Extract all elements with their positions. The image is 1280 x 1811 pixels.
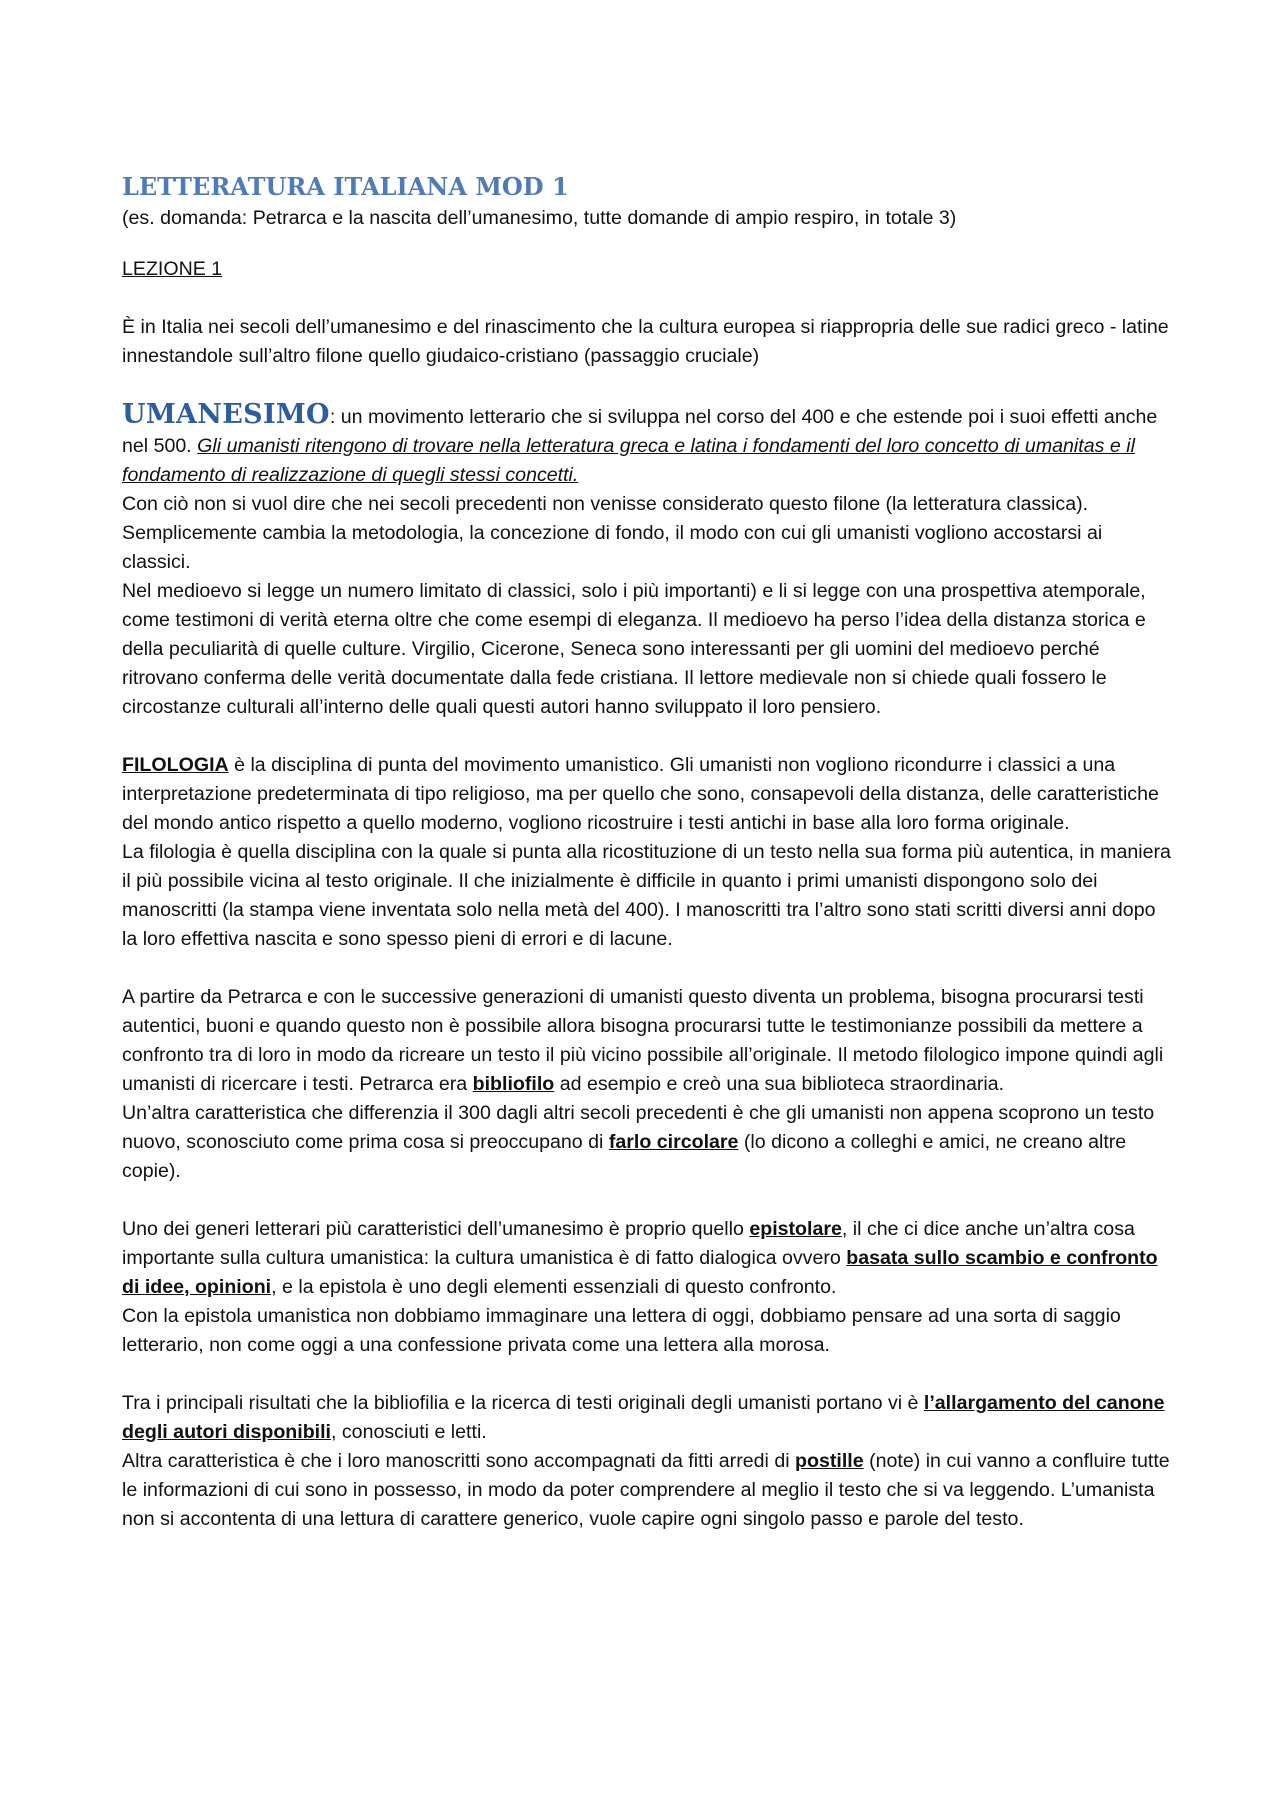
epistola-text-2: , il che ci dice anche un’altra cosa importante sulla cultura umanistica: la cultura umanistica è di fatto dialogica ovvero — [122, 1218, 1135, 1269]
bibliofilo-term: bibliofilo — [472, 1073, 555, 1095]
epistola-paragraph — [122, 1215, 1172, 1302]
epistola-text-1: Uno dei generi letterari più caratteristici dell’umanesimo è proprio quello — [122, 1218, 750, 1240]
farlo-circolare-term: farlo circolare — [608, 1131, 739, 1153]
filologia-term: FILOLOGIA — [122, 754, 229, 776]
umanesimo-term: UMANESIMO — [122, 399, 330, 430]
document-subtitle: (es. domanda: Petrarca e la nascita dell’umanesimo, tutte domande di ampio respiro, in totale 3) — [122, 207, 957, 229]
petrarca-paragraph — [122, 983, 1172, 1099]
document-title: LETTERATURA ITALIANA MOD 1 — [122, 172, 569, 201]
petrarca-text-2: ad esempio e creò una sua biblioteca straordinaria. — [554, 1073, 1005, 1095]
circolazione-paragraph — [122, 1099, 1172, 1186]
epistola-paragraph-2: Con la epistola umanistica non dobbiamo immaginare una lettera di oggi, dobbiamo pensare ad una sorta di saggio letterario, non come oggi a una confessione privata come una lettera alla morosa. — [122, 1305, 1121, 1356]
filologia-lead: è la disciplina di punta del movimento umanistico. Gli umanisti non vogliono ricondurre i classici a una interpretazione predeterminata di tipo religioso, ma per quello che sono, consapevoli della distanza, delle caratteristiche del mondo antico rispetto a quello moderno, vogliono ricostruire i testi antichi in base alla loro forma originale. — [122, 754, 1159, 834]
umanesimo-paragraph — [122, 400, 1172, 490]
intro-paragraph: È in Italia nei secoli dell’umanesimo e del rinascimento che la cultura europea si riappropria delle sue radici greco - latine innestandole sull’altro filone quello giudaico-cristiano (passaggio cruciale) — [122, 316, 1169, 367]
umanesimo-emphasis: Gli umanisti ritengono di trovare nella letteratura greca e latina i fondamenti del loro concetto di umanitas e il fondamento di realizzazione di quegli stessi concetti. — [122, 435, 1135, 486]
epistola-text-3: , e la epistola è uno degli elementi essenziali di questo confronto. — [271, 1276, 837, 1298]
umanesimo-paragraph-3: Nel medioevo si legge un numero limitato di classici, solo i più importanti) e li si legge con una prospettiva atemporale, come testimoni di verità eterna oltre che come esempi di eleganza. Il medioevo ha perso l’idea della distanza storica e della peculiarità di quelle culture. Virgilio, Cicerone, Seneca sono interessanti per gli uomini del medioevo perché ritrovano conferma delle verità documentate dalla fede cristiana. Il lettore medievale non si chiede quali fossero le circostanze culturali all’interno delle quali questi autori hanno sviluppato il loro pensiero. — [122, 580, 1146, 718]
petrarca-text-1: A partire da Petrarca e con le successive generazioni di umanisti questo diventa un problema, bisogna procurarsi testi autentici, buoni e quando questo non è possibile allora bisogna procurarsi tutte le testimonianze possibili da mettere a confronto tra di loro in modo da ricreare un testo il più vicino possibile all’originale. Il metodo filologico impone quindi agli umanisti di ricercare i testi. Petrarca era — [122, 986, 1164, 1095]
circolazione-text-2: (lo dicono a colleghi e amici, ne creano altre copie). — [122, 1131, 1127, 1182]
document-body — [122, 172, 1172, 1534]
scambio-term: basata sullo scambio e confronto di idee, opinioni — [122, 1247, 1158, 1298]
risultati-paragraph — [122, 1389, 1172, 1447]
filologia-paragraph-2: La filologia è quella disciplina con la quale si punta alla ricostituzione di un testo nella sua forma più autentica, in maniera il più possibile vicina al testo originale. Il che inizialmente è difficile in quanto i primi umanisti dispongono solo dei manoscritti (la stampa viene inventata solo nella metà del 400). I manoscritti tra l’altro sono stati scritti diversi anni dopo la loro effettiva nascita e sono spesso pieni di errori e di lacune. — [122, 841, 1171, 950]
postille-paragraph — [122, 1447, 1172, 1534]
postille-text-2: (note) in cui vanno a confluire tutte le informazioni di cui sono in possesso, in modo da poter comprendere al meglio il testo che si va leggendo. L’umanista non si accontenta di una lettura di carattere generico, vuole capire ogni singolo passo e parole del testo. — [122, 1450, 1170, 1530]
allargamento-term: l’allargamento del canone degli autori disponibili — [122, 1392, 1165, 1443]
postille-text-1: Altra caratteristica è che i loro manoscritti sono accompagnati da fitti arredi di — [122, 1450, 796, 1472]
filologia-paragraph — [122, 751, 1172, 838]
umanesimo-paragraph-2: Con ciò non si vuol dire che nei secoli precedenti non venisse considerato questo filone (la letteratura classica). Semplicemente cambia la metodologia, la concezione di fondo, il modo con cui gli umanisti vogliono accostarsi ai classici. — [122, 493, 1103, 573]
postille-term: postille — [795, 1450, 864, 1472]
circolazione-text-1: Un’altra caratteristica che differenzia il 300 dagli altri secoli precedenti è che gli umanisti non appena scoprono un testo nuovo, sconosciuto come prima cosa si preoccupano di — [122, 1102, 1155, 1153]
risultati-text-1: Tra i principali risultati che la bibliofilia e la ricerca di testi originali degli umanisti portano vi è — [122, 1392, 924, 1414]
lesson-heading: LEZIONE 1 — [122, 258, 223, 280]
umanesimo-lead: : un movimento letterario che si sviluppa nel corso del 400 e che estende poi i suoi effetti anche nel 500. — [122, 406, 1158, 457]
epistolare-term: epistolare — [749, 1218, 842, 1240]
risultati-text-2: , conosciuti e letti. — [331, 1421, 487, 1443]
